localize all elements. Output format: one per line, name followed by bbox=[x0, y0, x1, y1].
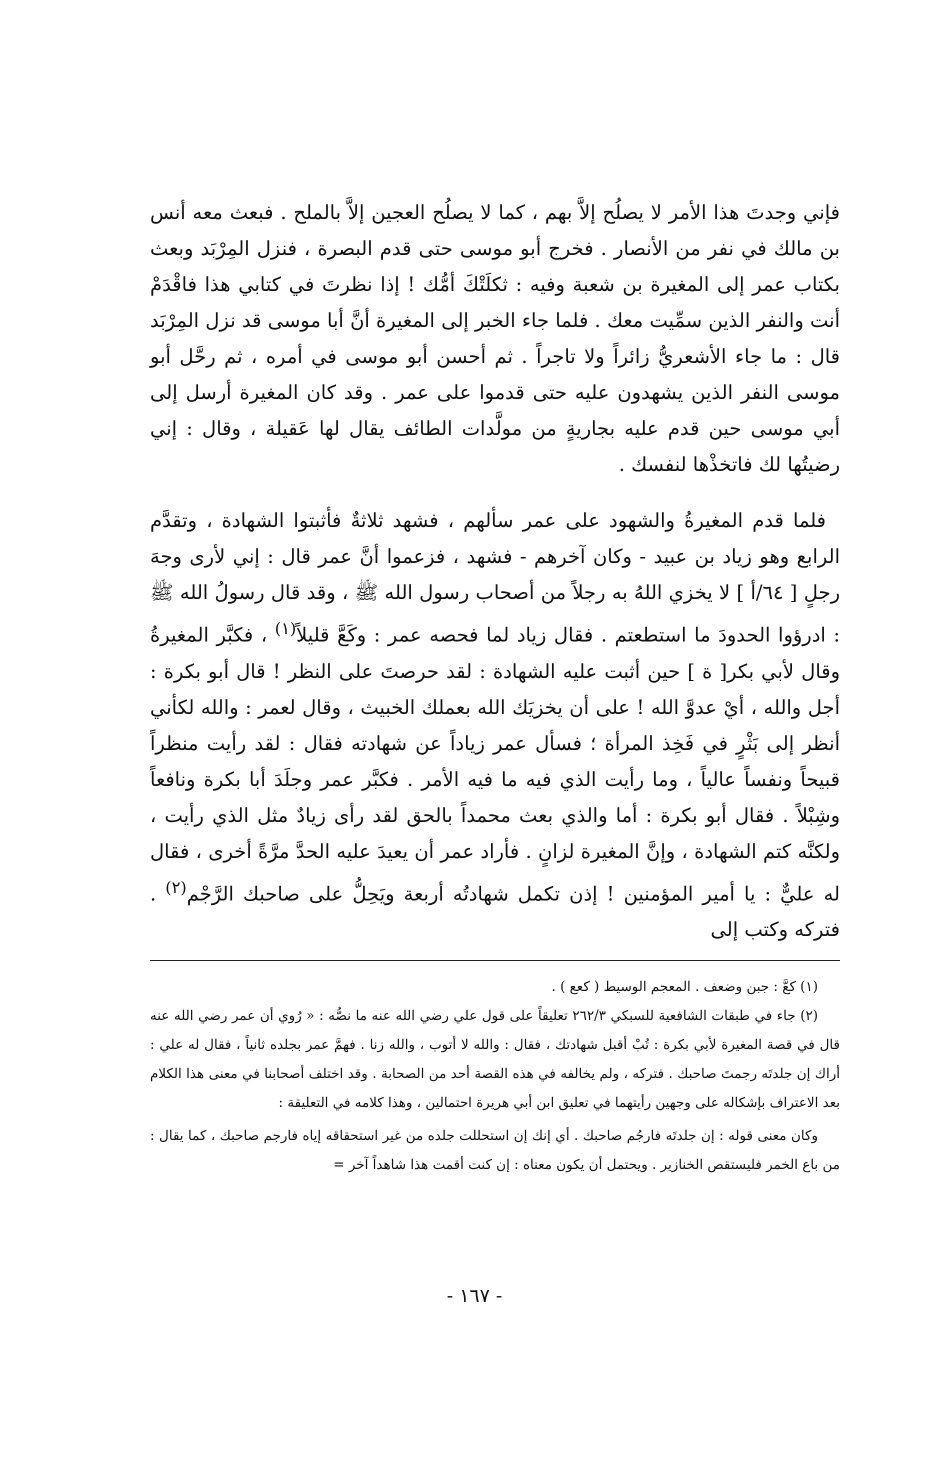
page-number: - ١٦٧ - bbox=[446, 1285, 503, 1307]
paragraph-2-text-a: فلما قدم المغيرةُ والشهود على عمر سألهم ، فشهد ثلاثةٌ فأثبتوا الشهادة ، وتقدَّم الرابع وهو زياد بن عبيد - وكان آخرهم - فشهد ، فزعموا أنَّ عمر قال : إني لأرى وجهَ رجلٍ [ ٦٤/أ ] لا يخزي اللهُ به رجلاً من أصحاب رسول الله ﷺ ، وقد قال رسولُ الله ﷺ : ادرؤوا الحدودَ ما استطعتم . فقال زياد لما فحصه عمر : وكَعَّ قليلاً bbox=[150, 509, 840, 647]
paragraph-2-text-b: ، فكبَّر المغيرةُ وقال لأبي بكر[ ة ] حين أثبت عليه الشهادة : لقد حرصتَ على النظر ! قال أبو بكرة : أجل والله ، أيْ عدوَّ الله ! على أن يخزيَك الله بعملك الخبيث ، وقال لعمر : والله لكأني أنظر إلى بَثْرٍ في فَخِذ المرأة ؛ فسأل عمر زياداً عن شهادته فقال : لقد رأيت منظراً قبيحاً ونفساً عالياً ، وما رأيت الذي فيه ما فيه الأمر . فكبَّر عمر وجلَدَ أبا بكرة ونافعاً وشِبْلاً . فقال أبو بكرة : أما والذي بعث محمداً بالحق لقد رأى زيادٌ مثل الذي رأيت ، ولكنَّه كتم الشهادة ، وإنَّ المغيرة لزانٍ . فأراد عمر أن يعيدَ عليه الحدَّ مرَّةً أخرى ، فقال له عليٌّ : يا أمير المؤمنين ! إذن تكمل شهادتُه أربعة ويَحِلُّ على صاحبك الرَّجْم bbox=[150, 623, 840, 905]
body-paragraph-1: فإني وجدتَ هذا الأمر لا يصلُح إلاَّ بهم ، كما لا يصلُح العجين إلاَّ بالملح . فبعث معه أنس بن مالك في نفر من الأنصار . فخرج أبو موسى حتى قدم البصرة ، فنزل المِرْبَد وبعث بكتاب عمر إلى المغيرة بن شعبة وفيه : ثكلَتْكَ أمُّك ! إذا نظرتَ في كتابي هذا فاقْدَمْ أنت والنفر الذين سمِّيت معك . فلما جاء الخبر إلى المغيرة أنَّ أبا موسى قد نزل المِرْبَد قال : ما جاء الأشعريُّ زائراً ولا تاجراً . ثم أحسن أبو موسى في أمره ، ثم رحَّل أبو موسى النفر الذين يشهدون عليه حتى قدموا على عمر . وقد كان المغيرة أرسل إلى أبي موسى حين قدم عليه بجاريةٍ من مولَّدات الطائف يقال لها عَقيلة ، وقال : إني رضيتُها لك فاتخذْها لنفسك . bbox=[150, 201, 841, 476]
footnote-2: (٢) جاء في طبقات الشافعية للسبكي ٢٦٢/٣ تعليقاً على قول علي رضي الله عنه ما نصُّه : « رُوي أن عمر رضي الله عنه قال في قصة المغيرة لأبي بكرة : تُبْ أقبل شهادتك ، فقال : والله لا أتوب ، والله زنا . فهمَّ عمر بجلده ثانياً ، فقال له علي : أراك إن جلدتَه رجمتَ صاحبك . فتركه ، ولم يخالفه في هذه القصة أحد من الصحابة . وقد اختلف أصحابنا في معنى هذا الكلام بعد الاعتراف بإشكاله على وجهين رأيتهما في تعليق ابن أبي هريرة احتمالين ، وهذا كلامه في التعليقة : bbox=[150, 1008, 840, 1111]
footnotes-section bbox=[150, 973, 840, 1180]
page-content bbox=[150, 195, 840, 1180]
footnote-separator bbox=[150, 960, 840, 961]
footnote-ref-1[interactable]: (١) bbox=[274, 619, 297, 638]
paragraph-2-text-c: . فتركه وكتب إلى bbox=[150, 882, 840, 941]
footnote-2-continuation: وكان معنى قوله : إن جلدتَه فارجُم صاحبك . أي إنك إن استحللت جلده من غير استحقاقه إياه فارجم صاحبك ، كما يقال : من باع الخمر فليستقص الخنازير . ويحتمل أن يكون معناه : إن كنت أقمت هذا شاهداً آخر = bbox=[150, 1128, 840, 1173]
footnote-ref-2[interactable]: (٢) bbox=[165, 877, 187, 897]
body-paragraph-2 bbox=[150, 503, 840, 948]
footnote-1: (١) كعَّ : جبن وضعف . المعجم الوسيط ( كعع ) . bbox=[551, 979, 818, 995]
